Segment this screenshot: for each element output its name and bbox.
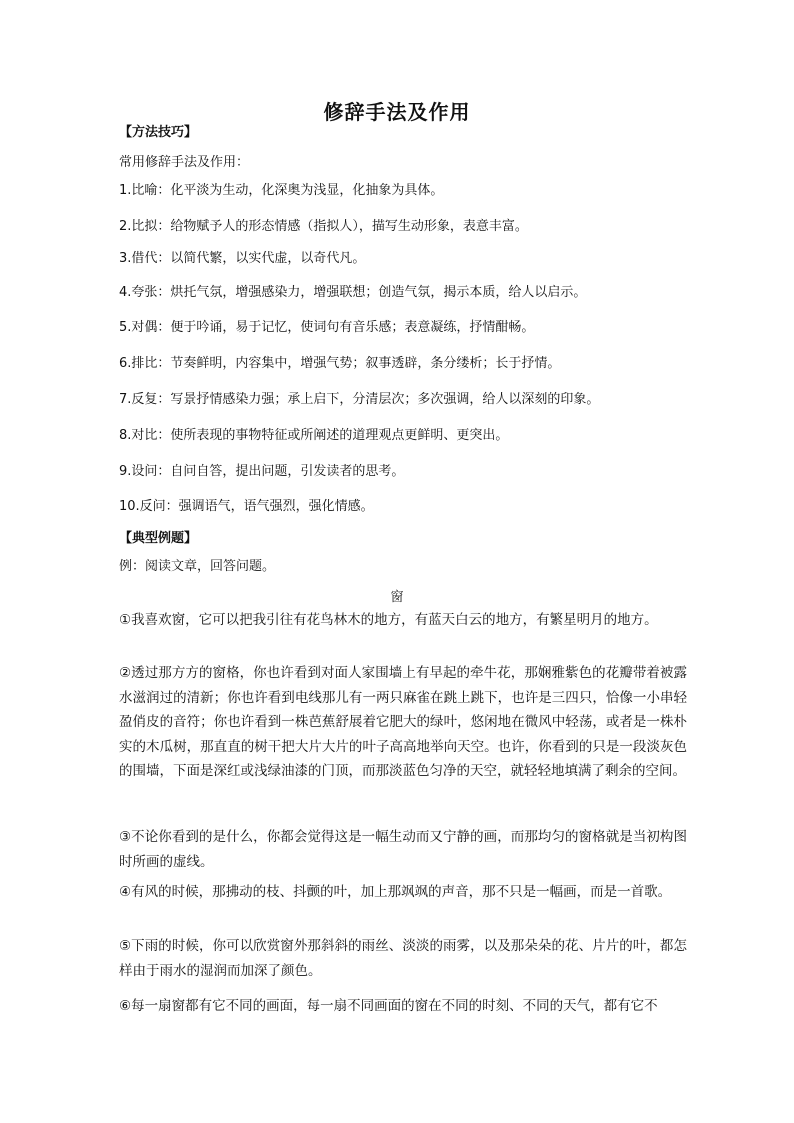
article-paragraph: ④有风的时候，那拂动的枝、抖颤的叶，加上那飒飒的声音，那不只是一幅画，而是一首歌。 — [119, 884, 672, 900]
list-item: 1.比喻：化平淡为生动，化深奥为浅显，化抽象为具体。 — [119, 183, 444, 198]
list-item: 3.借代：以简代繁，以实代虚，以奇代凡。 — [119, 251, 366, 266]
article-paragraph: ⑥每一扇窗都有它不同的画面，每一扇不同画面的窗在不同的时刻、不同的天气，都有它不 — [119, 998, 658, 1014]
article-paragraph: ①我喜欢窗，它可以把我引往有花鸟林木的地方，有蓝天白云的地方，有繁星明月的地方。 — [119, 612, 658, 628]
example-intro: 例：阅读文章，回答问题。 — [119, 559, 276, 574]
list-item: 7.反复：写景抒情感染力强；承上启下，分清层次；多次强调，给人以深刻的印象。 — [119, 392, 600, 407]
intro-text: 常用修辞手法及作用： — [119, 155, 250, 170]
page-title: 修辞手法及作用 — [323, 100, 471, 124]
list-item: 4.夸张：烘托气氛，增强感染力，增强联想；创造气氛，揭示本质，给人以启示。 — [119, 285, 587, 300]
section-heading-example: 【典型例题】 — [119, 531, 198, 546]
list-item: 6.排比：节奏鲜明，内容集中，增强气势；叙事透辟，条分缕析；长于抒情。 — [119, 356, 561, 371]
list-item: 2.比拟：给物赋予人的形态情感（指拟人），描写生动形象，表意丰富。 — [119, 219, 528, 234]
list-item: 10.反问：强调语气，语气强烈，强化情感。 — [119, 499, 374, 514]
list-item: 5.对偶：便于吟诵，易于记忆，使词句有音乐感；表意凝练，抒情酣畅。 — [119, 320, 535, 335]
article-paragraph: ⑤下雨的时候，你可以欣赏窗外那斜斜的雨丝、淡淡的雨雾，以及那朵朵的花、片片的叶，都怎样由于雨水的湿润而加深了颜色。 — [119, 938, 687, 979]
article-title: 窗 — [390, 590, 404, 605]
article-paragraph: ②透过那方方的窗格，你也许看到对面人家围墙上有早起的牵牛花，那娴雅紫色的花瓣带着被露水滋润过的清新；你也许看到电线那儿有一两只麻雀在跳上跳下，也许是三四只，恰像一小串轻盈俏皮的音符；你也许看到一株芭蕉舒展着它肥大的绿叶，悠闲地在微风中轻荡，或者是一株朴实的木瓜树，那直直的树干把大片大片的叶子高高地举向天空。也许，你看到的只是一段淡灰色的围墙，下面是深红或浅绿油漆的门顶，而那淡蓝色匀净的天空，就轻轻地填满了剩余的空间。 — [119, 665, 687, 779]
article-paragraph: ③不论你看到的是什么，你都会觉得这是一幅生动而又宁静的画，而那均匀的窗格就是当初构图时所画的虚线。 — [119, 829, 687, 870]
list-item: 9.设问：自问自答，提出问题，引发读者的思考。 — [119, 464, 405, 479]
section-heading-method: 【方法技巧】 — [119, 125, 198, 140]
list-item: 8.对比：使所表现的事物特征或所阐述的道理观点更鲜明、更突出。 — [119, 428, 509, 443]
